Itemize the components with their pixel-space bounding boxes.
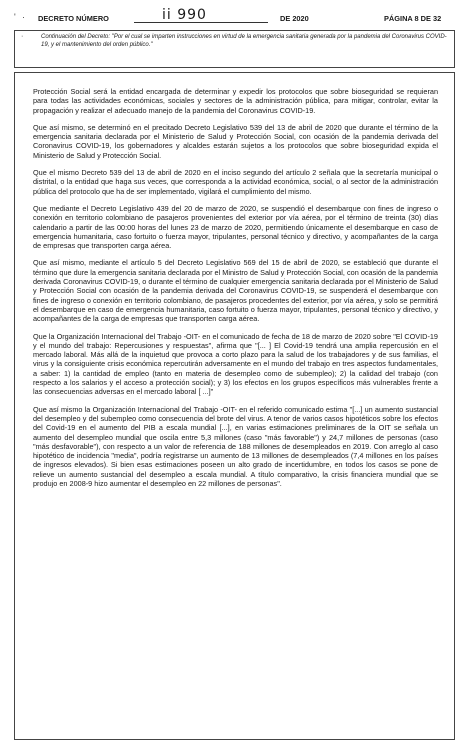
page-header	[14, 7, 461, 26]
scan-mark: '	[14, 12, 16, 22]
continuation-box	[14, 30, 455, 68]
decree-label: DECRETO NÚMERO	[38, 14, 109, 23]
page-number-label: PÁGINA 8 DE 32	[384, 14, 442, 23]
decree-number: ii 990	[162, 7, 207, 23]
paragraph: Protección Social será la entidad encargada de determinar y expedir los protocolos que sobre bioseguridad se requieran para todas las actividades económicas, sociales y sectores de la administración pública, para mitigar, controlar, evitar la propagación y realizar el adecuado manejo de la pandemia del Coronavirus COVID-19.	[33, 87, 438, 115]
paragraph: Que el mismo Decreto 539 del 13 de abril de 2020 en el inciso segundo del artículo 2 señala que la secretaría municipal o distrital, o la entidad que haga sus veces, que corresponda a la actividad económica, social, o al sector de la administración pública del protocolo que ha de ser implementado, vigilará el cumplimiento del mismo.	[33, 168, 438, 196]
paragraph: Que así mismo la Organización Internacional del Trabajo -OIT- en el referido comunicado estima "[...] un aumento sustancial del desempleo y del subempleo como consecuencia del brote del virus. A tenor de varios casos hipotéticos sobre los efectos del Covid-19 en el aumento del PIB a escala mundial [...], en varias estimaciones preliminares de la OIT se señala un aumento del desempleo mundial que oscila entre 5,3 millones (caso "más favorable") y 24,7 millones de personas (caso "más desfavorable"), con respecto a un valor de referencia de 188 millones de desempleados en 2019. Con arreglo al caso hipotético de incidencia "media", podría registrarse un aumento de 13 millones de desempleados (7,4 millones en los países de ingresos elevados). Si bien esas estimaciones poseen un alto grado de incertidumbre, en todos los casos se pone de relieve un aumento sustancial del desempleo a escala mundial. A título comparativo, la crisis financiera mundial que se produjo en 2008-9 hizo aumentar el desempleo en 22 millones de personas".	[33, 404, 438, 488]
scan-mark: ·	[22, 12, 25, 22]
paragraph: Que la Organización Internacional del Trabajo -OIT- en el comunicado de fecha de 18 de marzo de 2020 sobre "El COVID-19 y el mundo del trabajo: Repercusiones y respuestas", afirma que "[... ] El Covid-19 tendrá una amplia repercusión en el mercado laboral. Más allá de la inquietud que provoca a corto plazo para la salud de los trabajadores y de sus familias, el virus y la consiguiente crisis económica repercutirán adversamente en el mundo del trabajo en tres aspectos fundamentales, a saber: 1) la cantidad de empleo (tanto en materia de desempleo como de subempleo); 2) la calidad del trabajo (con respecto a los salarios y el acceso a protección social); y 3) los efectos en los grupos específicos más vulnerables frente a las consecuencias adversas en el mercado laboral [ ...]"	[33, 331, 438, 397]
scan-mark: ·	[21, 33, 24, 40]
continuation-text: Continuación del Decreto: "Por el cual se imparten instrucciones en virtud de la emergencia sanitaria generada por la pandemia del Coronavirus COVID-19, y el mantenimiento del orden público."	[41, 34, 447, 48]
paragraph: Que así mismo, se determinó en el precitado Decreto Legislativo 539 del 13 de abril de 2020 que durante el término de la emergencia sanitaria declarada por el Ministerio de Salud y Protección Social, con ocasión de la pandemia derivada del Coronavirus COVID-19, los gobernadores y alcaldes estarán sujetos a los protocolos que sobre bioseguridad expida el Ministerio de Salud y Protección Social.	[33, 122, 438, 160]
paragraph: Que así mismo, mediante el artículo 5 del Decreto Legislativo 569 del 15 de abril de 2020, se estableció que durante el término que dure la emergencia sanitaria declarada por el Ministro de Salud y Protección Social, con ocasión de la pandemia derivada Coronavirus COVID-19, o durante el término de cualquier emergencia sanitaria declarada por el Ministerio de Salud y Protección Social con ocasión de la pandemia derivada del Coronavirus COVID-19, se suspenderá el desembarque con fines de ingreso o conexión en territorio colombiano, de pasajeros procedentes del exterior, por vía aérea, y solo se permitirá el desembarque en caso de emergencia humanitaria, caso fortuito o fuerza mayor, tripulantes, personal técnico y directivo, y acompañantes de la carga de empresas que transporten carga aérea.	[33, 258, 438, 324]
body-box	[14, 72, 455, 740]
decree-number-underline	[134, 22, 268, 23]
decree-year-label: DE 2020	[280, 14, 309, 23]
paragraph: Que mediante el Decreto Legislativo 439 del 20 de marzo de 2020, se suspendió el desembarque con fines de ingreso o conexión en territorio colombiano de pasajeros provenientes del exterior por vía aérea, por el término de treinta (30) días calendario a partir de las 00:00 horas del lunes 23 de marzo de 2020, permitiendo únicamente el desembarque en caso de emergencia humanitaria, caso fortuito o fuerza mayor, tripulantes, personal técnico y directivo, y acompañantes de la carga de empresas que transporten carga aérea.	[33, 203, 438, 251]
body-text	[33, 87, 438, 496]
